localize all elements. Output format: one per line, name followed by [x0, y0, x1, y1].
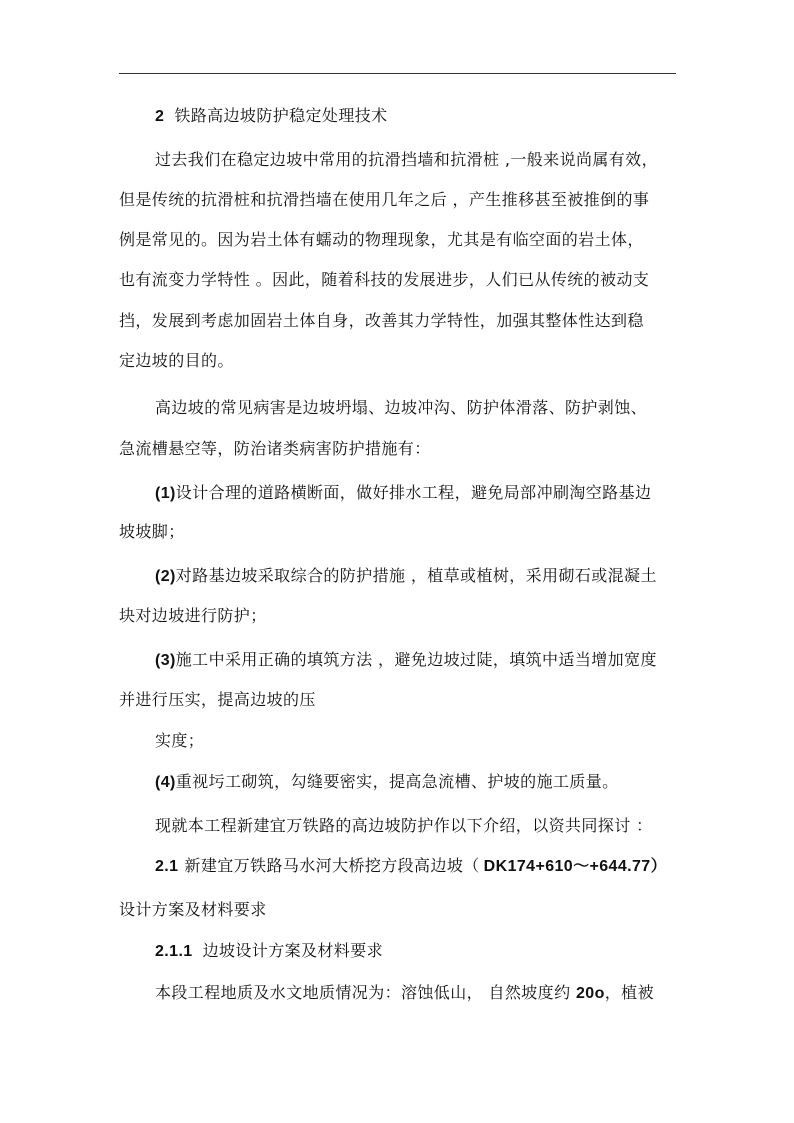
measure-3-continued: 并进行压实，提高边坡的压: [119, 690, 316, 709]
measure-number: (2): [155, 568, 176, 585]
measure-text: 施工中采用正确的填筑方法 ，避免边坡过陡，填筑中适当增加宽度: [175, 650, 657, 669]
subsection-heading: [155, 856, 667, 877]
subsubsection-title: 边坡设计方案及材料要求: [202, 941, 383, 960]
header-rule: [119, 73, 676, 74]
intro-sentence: 现就本工程新建宜万铁路的高边坡防护作以下介绍，以资共同探讨 ：: [155, 816, 653, 835]
subsection-number: 2.1: [155, 858, 179, 875]
measure-number: (3): [155, 652, 176, 669]
last-paragraph-text-end: ，植被: [604, 983, 654, 1002]
paragraph-1-line: 也有流变力学特性 。因此，随着科技的发展进步，人们已从传统的被动支: [119, 270, 650, 289]
last-paragraph-text: 本段工程地质及水文地质情况为：溶蚀低山， 自然坡度约: [155, 983, 576, 1002]
last-paragraph-line: [155, 983, 654, 1004]
measure-1-continued: 坡坡脚；: [119, 522, 185, 541]
subsubsection-heading: [155, 941, 383, 962]
measure-number: (1): [155, 485, 176, 502]
measure-3-continued: 实度；: [155, 731, 205, 750]
subsection-heading-continued: 设计方案及材料要求: [119, 900, 267, 919]
measure-text: 重视圬工砌筑，勾缝要密实，提高急流槽、护坡的施工质量。: [175, 772, 619, 791]
paragraph-1-line: 定边坡的目的。: [119, 351, 234, 370]
section-number: 2: [155, 108, 165, 125]
paragraph-1-line: 但是传统的抗滑桩和抗滑挡墙在使用几年之后 ，产生推移甚至被推倒的事: [119, 190, 650, 209]
paragraph-1-line: 例是常见的。因为岩土体有蠕动的物理现象，尤其是有临空面的岩土体，: [119, 230, 644, 249]
measure-1: [155, 483, 651, 504]
paragraph-1-line: 挡，发展到考虑加固岩土体自身，改善其力学特性，加强其整体性达到稳: [119, 311, 644, 330]
measure-text: 设计合理的道路横断面，做好排水工程，避免局部冲刷淘空路基边: [175, 483, 652, 502]
section-title: 铁路高边坡防护稳定处理技术: [174, 106, 388, 125]
measure-number: (4): [155, 774, 176, 791]
measure-2-continued: 块对边坡进行防护；: [119, 606, 267, 625]
measure-4: [155, 772, 619, 793]
measure-3: [155, 650, 657, 671]
measure-2: [155, 566, 657, 587]
paragraph-2-line: 急流槽悬空等，防治诸类病害防护措施有：: [119, 439, 431, 458]
slope-value: 20o: [575, 985, 605, 1002]
subsection-title: 新建宜万铁路马水河大桥挖方段高边坡（: [184, 856, 480, 875]
subsection-chainage: DK174+610～+644.77）: [483, 858, 667, 875]
subsubsection-number: 2.1.1: [155, 943, 193, 960]
section-heading: [155, 106, 388, 127]
measure-text: 对路基边坡采取综合的防护措施 ，植草或植树，采用砌石或混凝土: [175, 566, 657, 585]
paragraph-2-line: 高边坡的常见病害是边坡坍塌、边坡冲沟、防护体滑落、防护剥蚀、: [155, 398, 648, 417]
paragraph-1-line: 过去我们在稳定边坡中常用的抗滑挡墙和抗滑桩 ,一般来说尚属有效，: [155, 150, 658, 169]
